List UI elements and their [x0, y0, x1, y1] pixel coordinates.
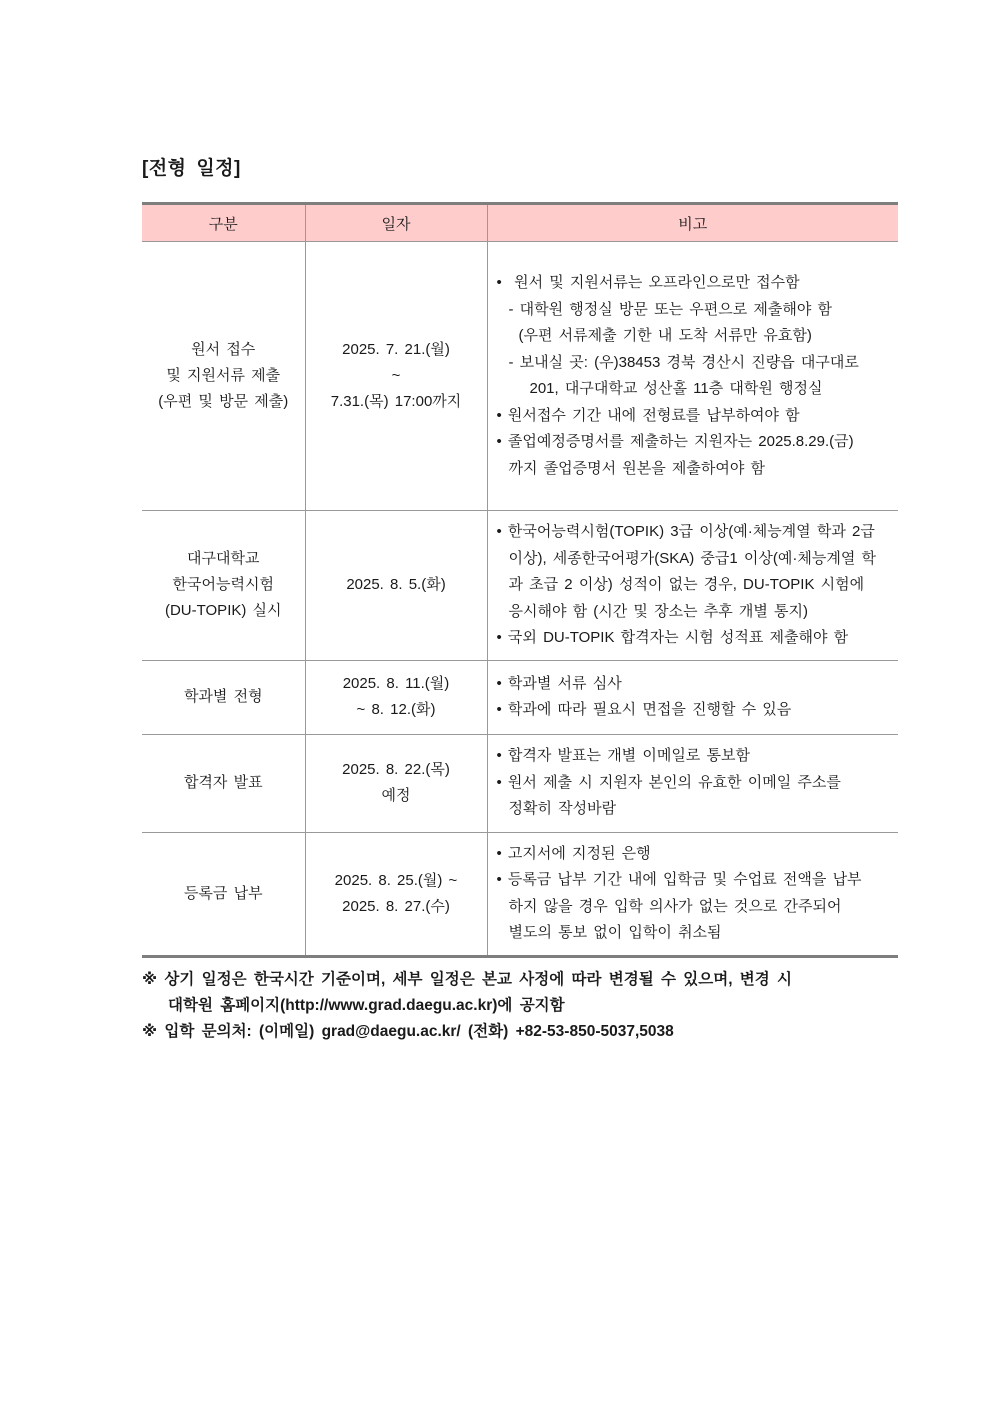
- remarks-cell: [487, 511, 898, 661]
- remark-line: - 대학원 행정실 방문 또는 우편으로 제출해야 함: [508, 300, 832, 318]
- date-line: 7.31.(목) 17:00까지: [330, 393, 462, 410]
- remarks-cell: [487, 832, 898, 956]
- remark-line: 응시해야 함 (시간 및 장소는 추후 개별 통지): [508, 602, 808, 620]
- schedule-table-header: [142, 204, 898, 242]
- remark-line: • 원서 제출 시 지원자 본인의 유효한 이메일 주소를: [496, 773, 841, 791]
- date-line: 2025. 7. 21.(월): [342, 341, 450, 358]
- date-line: 2025. 8. 27.(수): [342, 897, 450, 915]
- remark-line: • 고지서에 지정된 은행: [496, 844, 651, 862]
- remark-line: • 합격자 발표는 개별 이메일로 통보함: [496, 747, 750, 765]
- note-line: 대학원 홈페이지(http://www.grad.daegu.ac.kr)에 공지함: [168, 996, 565, 1014]
- remark-line: • 학과별 서류 심사: [496, 674, 622, 692]
- category-cell: [142, 242, 305, 511]
- remark-line: 하지 않을 경우 입학 의사가 없는 것으로 간주되어: [508, 897, 842, 915]
- footer-notes: [142, 967, 898, 1045]
- category-cell: [142, 660, 305, 734]
- table-row: [142, 660, 898, 734]
- remark-line: • 학과에 따라 필요시 면접을 진행할 수 있음: [496, 701, 792, 718]
- note-line: ※ 입학 문의처: (이메일) grad@daegu.ac.kr/ (전화) +82-53-850-5037,5038: [142, 1022, 674, 1040]
- table-row: [142, 734, 898, 832]
- remark-line: - 보내실 곳: (우)38453 경북 경산시 진량읍 대구대로: [508, 353, 859, 371]
- remarks-cell: [487, 242, 898, 511]
- category-line: 대구대학교: [187, 550, 260, 568]
- remarks-cell: [487, 734, 898, 832]
- schedule-table: [142, 202, 898, 958]
- category-line: 원서 접수: [191, 341, 256, 358]
- category-line: 한국어능력시험: [172, 576, 274, 594]
- date-cell: [305, 242, 487, 511]
- category-cell: [142, 511, 305, 661]
- date-line: 2025. 8. 5.(화): [346, 576, 446, 594]
- remarks-cell: [487, 660, 898, 734]
- table-row: [142, 242, 898, 511]
- remark-line: • 등록금 납부 기간 내에 입학금 및 수업료 전액을 납부: [496, 871, 862, 888]
- header-date: 일자: [305, 204, 487, 242]
- date-line: ~ 8. 12.(화): [356, 701, 436, 718]
- category-line: 학과별 전형: [183, 688, 263, 705]
- date-cell: [305, 832, 487, 956]
- category-cell: [142, 832, 305, 956]
- date-line: 예정: [381, 787, 411, 804]
- remark-line: • 한국어능력시험(TOPIK) 3급 이상(예·체능계열 학과 2급: [496, 523, 875, 540]
- date-line: ~: [391, 367, 401, 384]
- remark-line: • 원서접수 기간 내에 전형료를 납부하여야 함: [496, 406, 800, 424]
- date-line: 2025. 8. 22.(목): [342, 761, 450, 778]
- date-line: 2025. 8. 25.(월) ~: [334, 871, 458, 889]
- remark-line: 정확히 작성바람: [508, 800, 617, 818]
- date-line: 2025. 8. 11.(월): [342, 675, 450, 692]
- date-cell: [305, 511, 487, 661]
- remark-line: 별도의 통보 없이 입학이 취소됨: [508, 924, 722, 941]
- remark-line: • 졸업예정증명서를 제출하는 지원자는 2025.8.29.(금): [496, 433, 854, 450]
- category-line: (DU-TOPIK) 실시: [164, 602, 282, 620]
- category-line: 합격자 발표: [183, 774, 263, 791]
- remark-line: (우편 서류제출 기한 내 도착 서류만 유효함): [518, 327, 812, 344]
- remark-line: 이상), 세종한국어평가(SKA) 중급1 이상(예·체능계열 학: [508, 549, 876, 567]
- header-remarks: 비고: [487, 204, 898, 242]
- remark-line: • 원서 및 지원서류는 오프라인으로만 접수함: [496, 274, 800, 291]
- date-cell: [305, 734, 487, 832]
- category-line: 등록금 납부: [183, 884, 263, 902]
- table-row: [142, 511, 898, 661]
- date-cell: [305, 660, 487, 734]
- header-category: 구분: [142, 204, 305, 242]
- remark-line: 201, 대구대학교 성산홀 11층 대학원 행정실: [529, 380, 823, 397]
- category-cell: [142, 734, 305, 832]
- table-row: [142, 832, 898, 956]
- remark-line: 과 초급 2 이상) 성적이 없는 경우, DU-TOPIK 시험에: [508, 576, 865, 593]
- page-title: [전형 일정]: [142, 158, 241, 179]
- page-content: [142, 153, 898, 1045]
- header-row: [142, 204, 898, 242]
- note-line: ※ 상기 일정은 한국시간 기준이며, 세부 일정은 본교 사정에 따라 변경될 수 있으며, 변경 시: [142, 970, 793, 988]
- category-line: (우편 및 방문 제출): [158, 393, 289, 410]
- remark-line: 까지 졸업증명서 원본을 제출하여야 함: [508, 459, 766, 477]
- category-line: 및 지원서류 제출: [166, 367, 281, 384]
- remark-line: • 국외 DU-TOPIK 합격자는 시험 성적표 제출해야 함: [496, 629, 849, 646]
